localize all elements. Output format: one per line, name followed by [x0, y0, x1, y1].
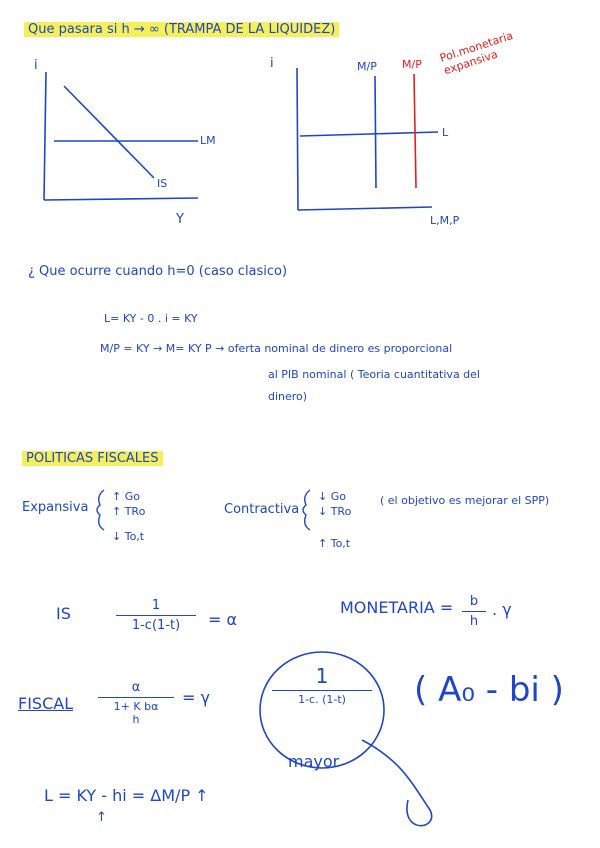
expansiva-item-2: ↑ TRo — [112, 505, 146, 518]
last-arrow: ↑ — [96, 810, 107, 825]
graph2-l-label: L — [442, 126, 449, 139]
is-fraction — [116, 598, 196, 633]
graph2-y-axis — [297, 68, 298, 210]
equation-2-line2: al PIB nominal ( Teoria cuantitativa del — [268, 368, 480, 381]
page-heading: Que pasara si h → ∞ (TRAMPA DE LA LIQUIDEZ) — [24, 22, 339, 37]
graph2-red-note: Pol.monetaria expansiva — [438, 29, 515, 78]
fiscal-label: FISCAL — [18, 694, 74, 713]
fiscal-denominator-bottom: h — [132, 713, 140, 726]
circled-denominator: 1-c. (1-t) — [298, 693, 346, 706]
graph2-mp1-line — [375, 76, 376, 188]
equation-1: L= KY - 0 . i = KY — [104, 312, 198, 325]
contractiva-item-2: ↓ TRo — [318, 505, 352, 518]
graph2-y-label: i — [270, 56, 274, 71]
brace-contractiva — [303, 490, 310, 530]
last-equation: L = KY - hi = ΔM/P ↑ — [44, 786, 209, 805]
big-paren-expression: ( A₀ - bi ) — [414, 670, 564, 710]
graph1-is-line — [64, 86, 154, 178]
graph1-x-axis — [44, 198, 198, 200]
fiscal-result: = γ — [182, 688, 210, 707]
graph1-x-label: Y — [176, 212, 184, 227]
equation-2-line3: dinero) — [268, 390, 308, 403]
circled-word: mayor — [288, 752, 340, 771]
curl-annotation — [362, 740, 432, 826]
expansiva-label: Expansiva — [22, 500, 89, 515]
monetaria-tail: . γ — [492, 600, 512, 619]
graph2-l-line — [300, 132, 438, 136]
graph2-mp1-label: M/P — [357, 60, 377, 73]
graph2-mp2-label: M/P — [402, 58, 422, 71]
is-result: = α — [208, 610, 238, 629]
circled-fraction — [272, 664, 372, 706]
expansiva-item-3: ↓ To,t — [112, 530, 145, 543]
graph2-mp2-line — [414, 74, 416, 188]
graph1-is-label: IS — [157, 177, 168, 190]
graph2-x-axis — [298, 207, 432, 210]
graph1-y-axis — [44, 72, 46, 200]
question-text: ¿ Que ocurre cuando h=0 (caso clasico) — [28, 264, 288, 279]
monetaria-numerator: b — [469, 594, 479, 609]
graph2-x-label: L,M,P — [430, 214, 460, 227]
monetaria-label: MONETARIA = — [340, 598, 454, 617]
equation-2: M/P = KY → M= KY P → oferta nominal de dinero es proporcional — [100, 342, 453, 355]
fiscal-denominator-top: 1+ K bα — [113, 700, 159, 713]
fiscal-fraction — [98, 680, 174, 726]
section-title: POLITICAS FISCALES — [22, 451, 163, 466]
contractiva-item-3: ↑ To,t — [318, 537, 351, 550]
contractiva-label: Contractiva — [224, 502, 300, 517]
is-label: IS — [56, 604, 71, 623]
is-denominator: 1-c(1-t) — [131, 618, 181, 633]
contractiva-item-1: ↓ Go — [318, 490, 346, 503]
monetaria-fraction — [462, 594, 486, 629]
brace-expansiva — [97, 490, 104, 530]
circled-numerator: 1 — [315, 664, 329, 688]
is-numerator: 1 — [151, 598, 161, 613]
objective-note: ( el objetivo es mejorar el SPP) — [380, 494, 550, 507]
graph1-lm-label: LM — [200, 134, 216, 147]
expansiva-item-1: ↑ Go — [112, 490, 140, 503]
fiscal-numerator: α — [131, 680, 141, 695]
graph1-y-label: i — [34, 58, 38, 73]
monetaria-denominator: h — [469, 614, 479, 629]
